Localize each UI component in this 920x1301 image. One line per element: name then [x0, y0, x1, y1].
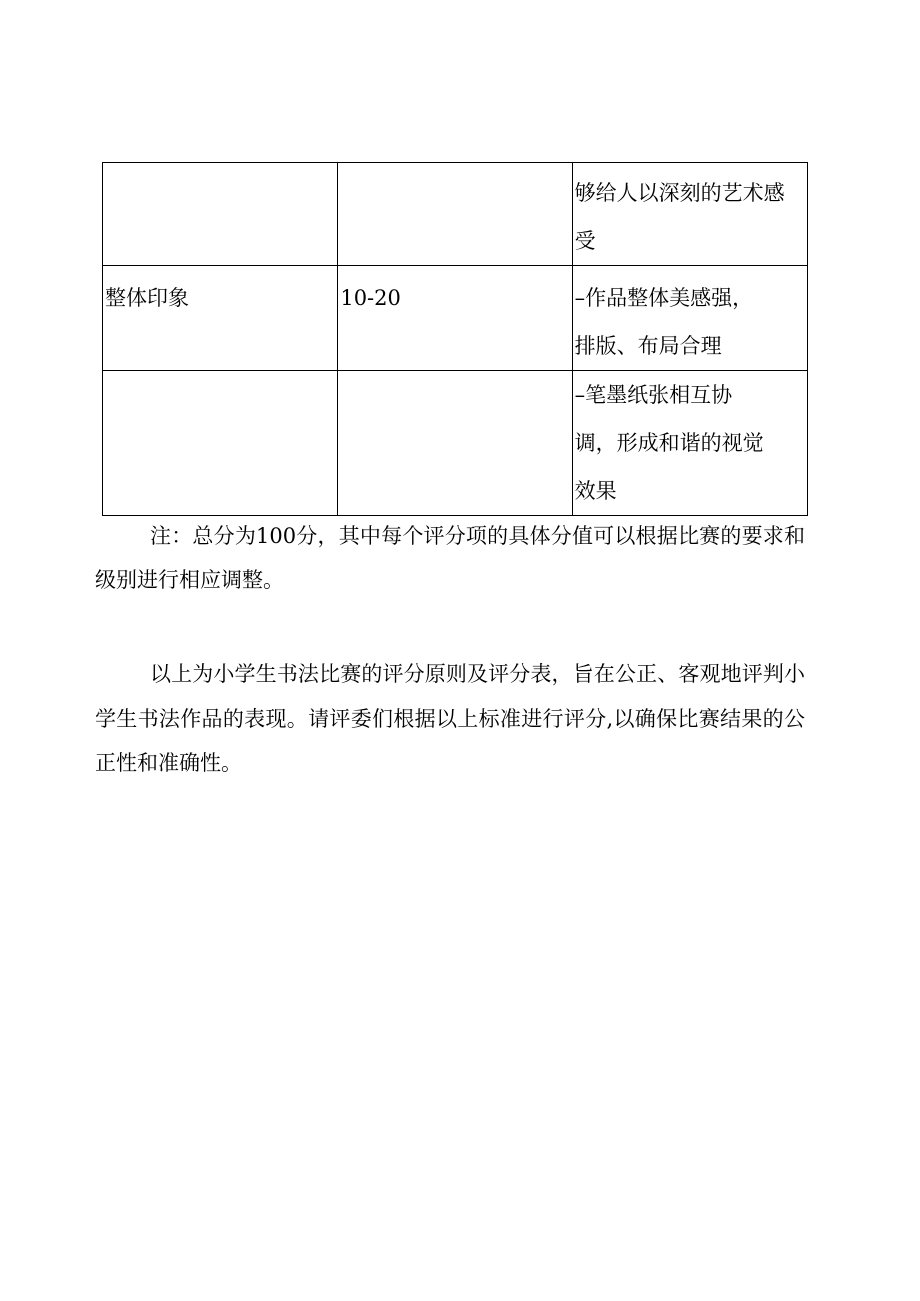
- description-cell: [572, 266, 807, 371]
- item-text: [103, 163, 337, 169]
- table-row: [103, 371, 808, 516]
- description-text: 够给人以深刻的艺术感 受: [574, 181, 785, 253]
- summary-paragraph: 以上为小学生书法比赛的评分原则及评分表，旨在公正、客观地评判小学生书法作品的表现。请评委们根据以上标准进行评分,以确保比赛结果的公正性和准确性。: [95, 662, 805, 775]
- description-cell: [572, 371, 807, 516]
- description-cell: [572, 163, 807, 266]
- score-text: [338, 163, 571, 169]
- score-cell: [338, 163, 572, 266]
- scoring-table: [102, 162, 808, 516]
- score-text: 10-20: [340, 286, 401, 310]
- description-text: –笔墨纸张相互协 调，形成和谐的视觉 效果: [574, 383, 764, 503]
- item-cell: [103, 163, 338, 266]
- description-text: –作品整体美感强， 排版、布局合理: [574, 286, 754, 358]
- item-text: 整体印象: [105, 286, 189, 310]
- score-cell: [338, 266, 572, 371]
- scoring-note: 注：总分为100分，其中每个评分项的具体分值可以根据比赛的要求和级别进行相应调整。: [95, 524, 805, 592]
- table-row: [103, 163, 808, 266]
- item-cell: [103, 371, 338, 516]
- table-row: [103, 266, 808, 371]
- item-cell: [103, 266, 338, 371]
- score-cell: [338, 371, 572, 516]
